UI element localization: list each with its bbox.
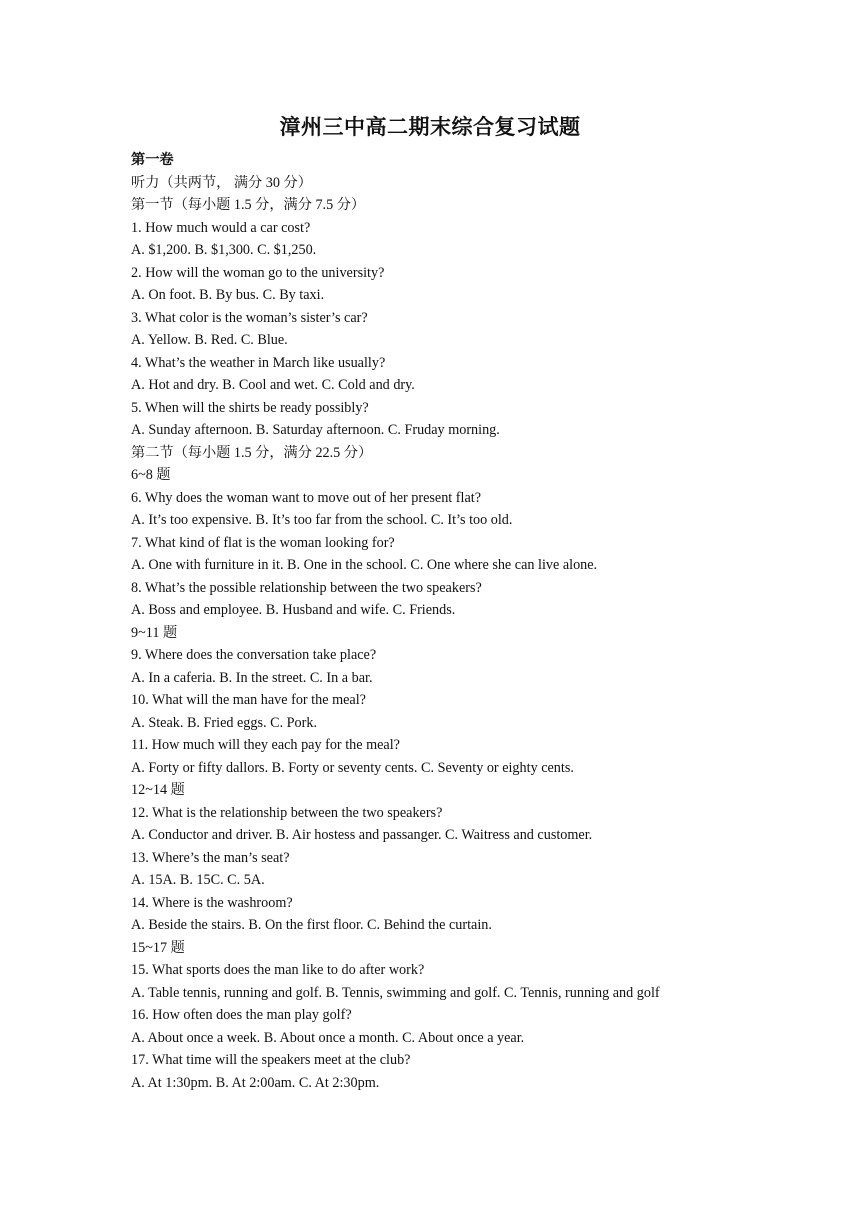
- question-13: 13. Where’s the man’s seat?: [131, 849, 290, 866]
- question-16: 16. How often does the man play golf?: [131, 1007, 352, 1023]
- question-group-6-8: 6~8 题: [131, 467, 171, 483]
- answer-options-14: A. Beside the stairs. B. On the first floor. C. Behind the curtain.: [131, 917, 492, 933]
- question-9: 9. Where does the conversation take place?: [131, 647, 377, 663]
- document-title: 漳州三中高二期末综合复习试题: [279, 115, 581, 139]
- section-heading-volume-one: 第一卷: [131, 152, 174, 168]
- question-15: 15. What sports does the man like to do after work?: [131, 962, 425, 978]
- answer-options-12: A. Conductor and driver. B. Air hostess and passanger. C. Waitress and customer.: [131, 827, 593, 843]
- question-group-15-17: 15~17 题: [131, 939, 185, 956]
- section-heading-listening: 听力（共两节， 满分 30 分）: [131, 174, 312, 191]
- question-group-12-14: 12~14 题: [131, 782, 185, 798]
- question-group-9-11: 9~11 题: [131, 624, 178, 641]
- question-17: 17. What time will the speakers meet at the club?: [131, 1052, 411, 1068]
- answer-options-1: A. $1,200. B. $1,300. C. $1,250.: [131, 242, 317, 258]
- answer-options-13: A. 15A. B. 15C. C. 5A.: [131, 872, 265, 888]
- answer-options-5: A. Sunday afternoon. B. Saturday afternoon. C. Fruday morning.: [131, 422, 500, 438]
- question-8: 8. What’s the possible relationship between the two speakers?: [131, 579, 482, 596]
- answer-options-15: A. Table tennis, running and golf. B. Tennis, swimming and golf. C. Tennis, running and golf: [131, 984, 660, 1001]
- answer-options-2: A. On foot. B. By bus. C. By taxi.: [131, 287, 325, 303]
- question-6: 6. Why does the woman want to move out of her present flat?: [131, 489, 481, 506]
- question-5: 5. When will the shirts be ready possibly?: [131, 399, 369, 416]
- question-2: 2. How will the woman go to the university?: [131, 264, 385, 281]
- answer-options-6: A. It’s too expensive. B. It’s too far from the school. C. It’s too old.: [131, 512, 513, 528]
- answer-options-9: A. In a caferia. B. In the street. C. In a bar.: [131, 669, 373, 686]
- answer-options-16: A. About once a week. B. About once a month. C. About once a year.: [131, 1029, 525, 1046]
- question-10: 10. What will the man have for the meal?: [131, 692, 366, 708]
- answer-options-7: A. One with furniture in it. B. One in the school. C. One where she can live alone.: [131, 557, 598, 573]
- answer-options-3: A. Yellow. B. Red. C. Blue.: [131, 332, 288, 348]
- question-14: 14. Where is the washroom?: [131, 894, 293, 911]
- document-body: [131, 149, 831, 1094]
- question-12: 12. What is the relationship between the two speakers?: [131, 804, 443, 821]
- question-1: 1. How much would a car cost?: [131, 219, 311, 236]
- question-3: 3. What color is the woman’s sister’s car?: [131, 309, 368, 326]
- answer-options-4: A. Hot and dry. B. Cool and wet. C. Cold and dry.: [131, 377, 415, 393]
- answer-options-8: A. Boss and employee. B. Husband and wife. C. Friends.: [131, 602, 456, 618]
- question-7: 7. What kind of flat is the woman looking for?: [131, 534, 395, 551]
- question-11: 11. How much will they each pay for the meal?: [131, 737, 400, 753]
- answer-options-11: A. Forty or fifty dallors. B. Forty or seventy cents. C. Seventy or eighty cents.: [131, 759, 574, 776]
- section-heading-part-one: 第一节（每小题 1.5 分，满分 7.5 分）: [131, 197, 366, 213]
- answer-options-17: A. At 1:30pm. B. At 2:00am. C. At 2:30pm.: [131, 1074, 380, 1091]
- question-4: 4. What’s the weather in March like usually?: [131, 354, 386, 371]
- answer-options-10: A. Steak. B. Fried eggs. C. Pork.: [131, 714, 318, 731]
- section-heading-part-two: 第二节（每小题 1.5 分，满分 22.5 分）: [131, 444, 373, 461]
